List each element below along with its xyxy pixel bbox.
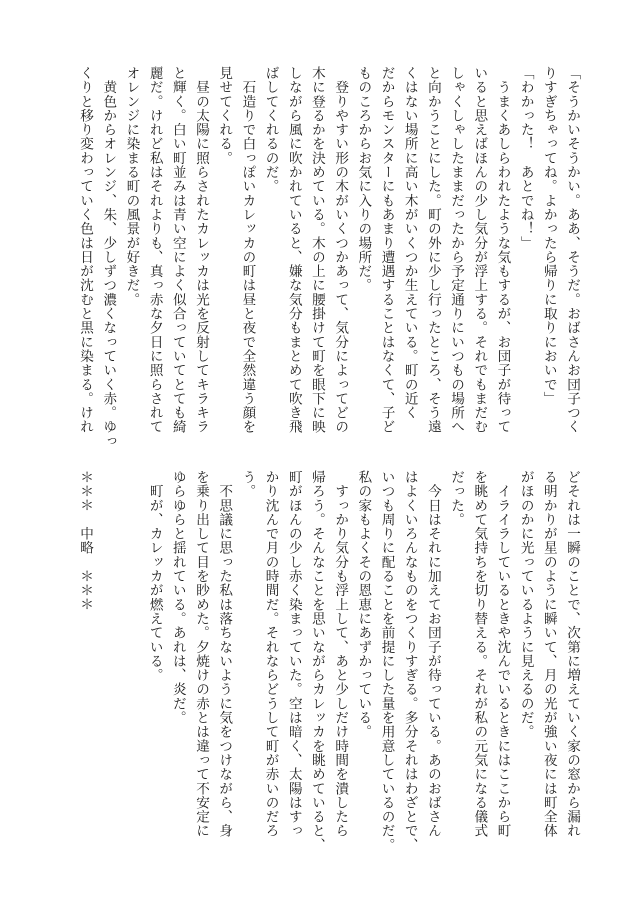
text-line: しゃくしゃしたままだったから予定通りにいつもの場所へ <box>448 66 465 434</box>
text-line: いると思えばほんの少し気分が浮上する。それでもまだむ <box>471 66 488 434</box>
text-line: 町がほんの少し赤く染まっていた。空は暗く、太陽はすっ <box>285 470 302 838</box>
text-line: りすぎちゃってね。よかったら帰りに取りにおいで」 <box>540 66 557 406</box>
text-line: 不思議に思った私は落ちないように気をつけながら、身 <box>216 470 233 838</box>
text-line: 昼の太陽に照らされたカレッカは光を反射してキラキラ <box>193 66 209 434</box>
text-line: を眺めて気持ちを切り替える。それが私の元気になる儀式 <box>471 470 488 838</box>
text-block-top <box>48 66 580 449</box>
text-line: 私の家もよくその恩恵にあずかっている。 <box>355 470 372 739</box>
text-line: と輝く。白い町並みは青い空によく似合っていてとても綺 <box>169 66 186 434</box>
text-line: 今日はそれに加えてお団子が待っている。あのおばさん <box>424 470 441 838</box>
text-line: 木に登るかを決めている。木の上に腰掛けて町を眼下に映 <box>308 66 325 434</box>
blank-line <box>91 470 114 844</box>
text-line: うまくあしらわれたような気もするが、お団子が待って <box>494 66 511 434</box>
text-line: る明かりが星のように瞬いて、月の光が強い夜には町全体 <box>540 470 557 838</box>
text-line: いつも周りに配ることを前提にした量を用意しているのだ。 <box>378 470 395 853</box>
text-line: だからモンスターにもあまり遭遇することはなくて、子ど <box>378 66 395 434</box>
section-break: ＊＊＊ 中略 ＊＊＊ <box>77 470 94 612</box>
text-line: くはない場所に高い木がいくつか生えている。町の近く <box>401 66 418 420</box>
text-line: 「わかった！ あとでね！」 <box>517 66 534 250</box>
text-line: しながら風に吹かれていると、嫌な気分もまとめて吹き飛 <box>285 66 302 434</box>
text-line: ばしてくれるのだ。 <box>262 66 279 194</box>
text-line: を乗り出して目を眇めた。夕焼けの赤とは違って不安定に <box>193 470 209 838</box>
text-line: イライラしているときや沈んでいるときにはここから町 <box>494 470 511 838</box>
text-line: だった。 <box>448 470 465 527</box>
text-line: 麗だ。けれど私はそれよりも、真っ赤な夕日に照らされて <box>146 66 163 434</box>
text-line: 「そうかいそうかい。ああ、そうだ。おばさんお団子つく <box>564 66 580 434</box>
text-block-bottom <box>48 470 580 853</box>
text-line: オレンジに染まる町の風景が好きだ。 <box>123 66 140 307</box>
text-line: がほのかに光っているように見えるのだ。 <box>517 470 534 739</box>
text-line: 見せてくれる。 <box>216 66 233 166</box>
text-line: 町が、カレッカが燃えている。 <box>146 470 163 683</box>
text-line: ものころからお気に入りの場所だ。 <box>355 66 372 293</box>
text-line: すっかり気分も浮上して、あと少しだけ時間を潰したら <box>332 470 349 838</box>
text-line: 黄色からオレンジ、朱、少しずつ濃くなっていく赤。ゆっ <box>100 66 117 449</box>
text-line: う。 <box>239 470 256 499</box>
text-line: と向かうことにした。町の外に少し行ったところ、そう遠 <box>424 66 441 434</box>
blank-line <box>114 470 137 844</box>
text-line: どそれは一瞬のことで、次第に増えていく家の窓から漏れ <box>564 470 580 838</box>
text-line: ゆらゆらと揺れている。あれは、炎だ。 <box>169 470 186 725</box>
text-line: かり沈んで月の時間だ。それならどうして町が赤いのだろ <box>262 470 279 838</box>
text-line: 帰ろう。そんなことを思いながらカレッカを眺めていると、 <box>308 470 325 853</box>
text-line: はよくいろんなものをつくりすぎる。多分それはわざとで、 <box>401 470 418 853</box>
text-line: 石造りで白っぽいカレッカの町は昼と夜で全然違う顔を <box>239 66 256 434</box>
text-line: くりと移り変わっていく色は日が沈むと黒に染まる。けれ <box>77 66 94 434</box>
text-line: 登りやすい形の木がいくつかあって、気分によってどの <box>332 66 349 434</box>
